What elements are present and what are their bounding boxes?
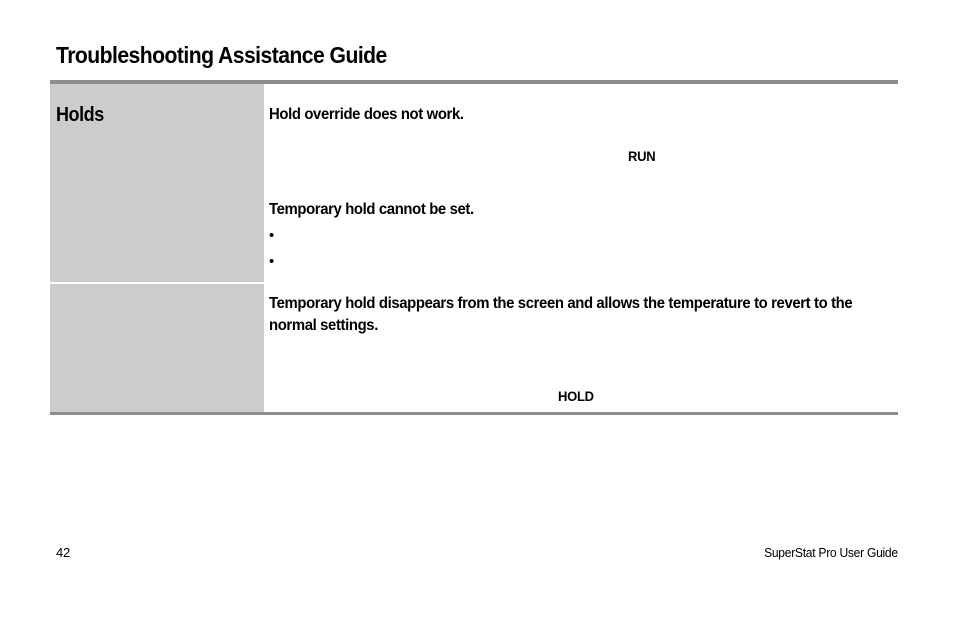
page-title: Troubleshooting Assistance Guide <box>56 42 387 68</box>
content-cell <box>264 284 898 412</box>
problem-heading: Hold override does not work. <box>269 106 464 123</box>
table-row <box>50 84 898 282</box>
bullet-item: • <box>269 253 275 270</box>
section-cell <box>50 84 264 282</box>
section-label: Holds <box>56 104 104 126</box>
hold-keyword: HOLD <box>558 388 594 404</box>
section-cell <box>50 284 264 412</box>
guide-name: SuperStat Pro User Guide <box>764 545 898 560</box>
table-row <box>50 284 898 412</box>
table-bottom-divider <box>50 412 898 415</box>
content-cell <box>264 84 898 282</box>
problem-heading: Temporary hold disappears from the screen and allows the temperature to revert to the normal settings. <box>269 295 853 334</box>
bullet-item: • <box>269 227 275 244</box>
problem-heading: Temporary hold cannot be set. <box>269 201 474 218</box>
run-keyword: RUN <box>628 148 656 164</box>
troubleshooting-table <box>50 84 898 412</box>
page-number: 42 <box>56 545 71 560</box>
